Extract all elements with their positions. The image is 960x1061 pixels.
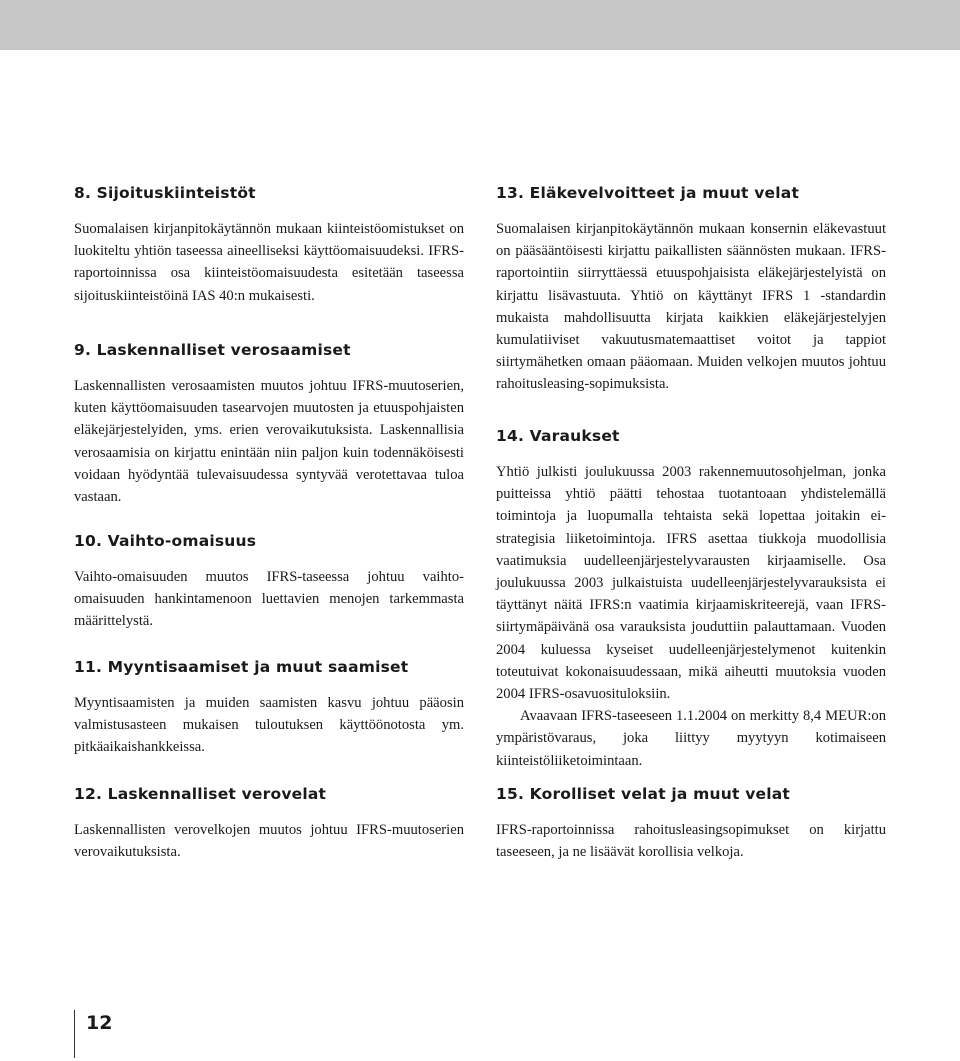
- section-10-body: Vaihto-omaisuuden muutos IFRS-taseessa johtuu vaihto-omaisuuden hankintamenoon luettavien menojen tarkemmasta määrittelystä.: [74, 569, 464, 630]
- section-13-body: Suomalaisen kirjanpitokäytännön mukaan konsernin eläkevastuut on pääsääntöisesti kirjattu paikallisten säännösten mukaan. IFRS-raportointiin siirryttäessä etuuspohjaisista eläkejärjestelyistä on kirjattu lisävastuuta. Yhtiö on käyttänyt IFRS 1 -standardin mukaista mahdollisuutta kirjata kaikkien eläkejärjestelyjen kumulatiiviset vakuutusmatemaattiset voitot ja tappiot siirtymähetken omaan pääomaan. Muiden velkojen muutos johtuu rahoitusleasing-sopimuksista.: [496, 221, 886, 393]
- section-12-title: 12. Laskennalliset verovelat: [74, 785, 327, 803]
- section-12-body: Laskennallisten verovelkojen muutos johtuu IFRS-muutoserien verovaikutuksista.: [74, 822, 464, 861]
- section-9-title: 9. Laskennalliset verosaamiset: [74, 341, 351, 359]
- section-14-title: 14. Varaukset: [496, 427, 620, 445]
- section-13: [496, 184, 886, 396]
- section-8-title: 8. Sijoituskiinteistöt: [74, 184, 256, 202]
- section-10-title: 10. Vaihto-omaisuus: [74, 532, 257, 550]
- top-gray-band: [0, 0, 960, 50]
- section-9-body: Laskennallisten verosaamisten muutos johtuu IFRS-muutoserien, kuten käyttöomaisuuden tasearvojen muutosten ja etuuspohjaisten eläkejärjestelyiden, yms. erien verovaikutuksista. Laskennallisia verosaamisia on kirjattu enintään niin paljon kuin todennäköisesti voidaan hyödyntää tulevaisuudessa syntyvää verotettavaa tuloa vastaan.: [74, 378, 464, 506]
- section-10: [74, 532, 464, 633]
- section-15-body: IFRS-raportoinnissa rahoitusleasingsopimukset on kirjattu taseeseen, ja ne lisäävät korollisia velkoja.: [496, 822, 886, 861]
- section-11-body: Myyntisaamisten ja muiden saamisten kasvu johtuu pääosin valmistusasteen mukaisen tuloutuksen käyttöönotosta ym. pitkäaikaishankkeissa.: [74, 695, 464, 756]
- section-15: [496, 785, 886, 863]
- section-8-body: Suomalaisen kirjanpitokäytännön mukaan kiinteistöomistukset on luokiteltu yhtiön taseessa aineelliseksi käyttöomaisuudeksi. IFRS-raportoinnissa osa kiinteistöomaisuudesta esitetään taseessa sijoituskiinteistöinä IAS 40:n mukaisesti.: [74, 221, 464, 304]
- section-8: [74, 184, 464, 307]
- section-11-title: 11. Myyntisaamiset ja muut saamiset: [74, 658, 409, 676]
- page-number: 12: [86, 1012, 113, 1034]
- section-11: [74, 658, 464, 759]
- section-13-title: 13. Eläkevelvoitteet ja muut velat: [496, 184, 800, 202]
- footer-rule: [74, 1010, 75, 1058]
- section-14: [496, 427, 886, 772]
- section-12: [74, 785, 464, 863]
- section-14-body-2: Avaavaan IFRS-taseeseen 1.1.2004 on merkitty 8,4 MEUR:on ympäristövaraus, joka liittyy myytyyn kotimaiseen kiinteistöliiketoimintaan.: [496, 708, 886, 769]
- section-14-body-1: Yhtiö julkisti joulukuussa 2003 rakennemuutosohjelman, jonka puitteissa yhtiö päätti tehostaa tuotantoaan yhdistelemällä toimintoja ja luopumalla tehtaista sekä lopettaa joitakin ei-strategisia liiketoimintoja. IFRS asettaa tiukkoja muodollisia vaatimuksia uudelleenjärjestelyvarausten kirjaamiselle. Osa joulukuussa 2003 julkaistuista uudelleenjärjestelyvarauksista ei täyttänyt näitä IFRS:n vaatimia kirjaamiskriteerejä, vaan IFRS-siirtymäpäivänä osa varauksista jouduttiin palauttamaan. Vuoden 2004 kuluessa kyseiset uudelleenjärjestelymenot kuitenkin toteutuivat kokonaisuudessaan, mikä aiheutti muutoksia vuoden 2004 IFRS-osavuosituloksiin.: [496, 464, 886, 703]
- section-9: [74, 341, 464, 508]
- section-15-title: 15. Korolliset velat ja muut velat: [496, 785, 791, 803]
